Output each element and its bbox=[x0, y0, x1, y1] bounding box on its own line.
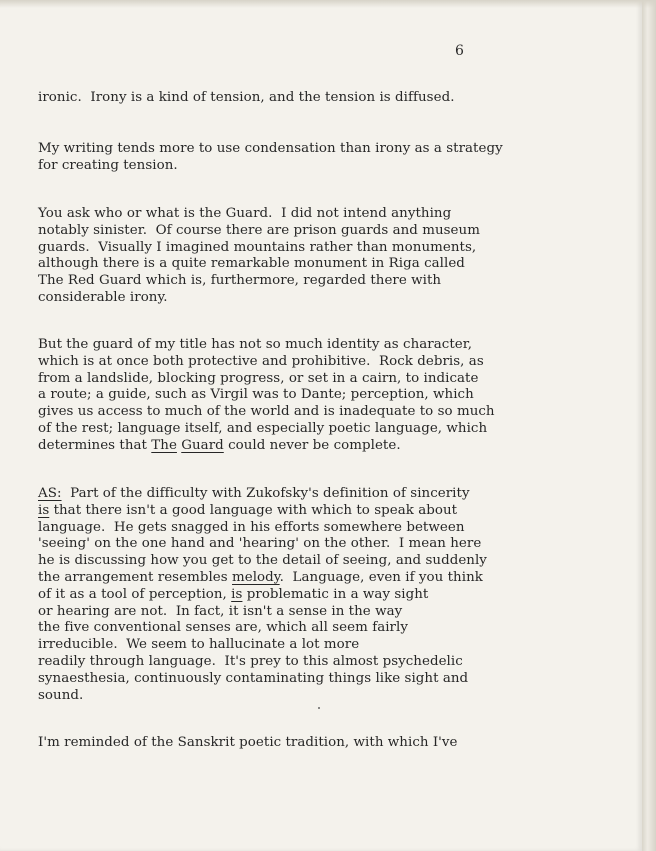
text-line: synaesthesia, continuously contaminating things like sight and bbox=[38, 670, 469, 686]
text-segment: could never be complete. bbox=[223, 437, 401, 453]
text-line: the five conventional senses are, which all seem fairly bbox=[38, 620, 408, 636]
text-line: for creating tension. bbox=[38, 157, 178, 173]
text-line bbox=[38, 438, 618, 455]
text-line: he is discussing how you get to the detail of seeing, and suddenly bbox=[38, 553, 487, 569]
paragraph-6 bbox=[38, 735, 618, 752]
text-segment: determines that bbox=[38, 437, 152, 453]
paragraph-5 bbox=[38, 486, 618, 704]
book-title-word: The bbox=[151, 437, 177, 453]
speaker-label: AS: bbox=[38, 486, 62, 501]
text-line bbox=[38, 486, 618, 503]
text-segment: of it as a tool of perception, bbox=[38, 586, 232, 602]
page-top-edge bbox=[0, 0, 656, 8]
text-line: You ask who or what is the Guard. I did not intend anything bbox=[38, 206, 452, 221]
underlined-word: is bbox=[231, 586, 243, 602]
text-line: guards. Visually I imagined mountains rather than monuments, bbox=[38, 239, 477, 255]
underlined-word: melody bbox=[232, 569, 280, 585]
text-line: sound. bbox=[38, 687, 84, 703]
text-line: although there is a quite remarkable monument in Riga called bbox=[38, 256, 465, 272]
text-line bbox=[38, 570, 618, 587]
text-line: or hearing are not. In fact, it isn't a sense in the way bbox=[38, 603, 403, 619]
paragraph-4 bbox=[38, 337, 618, 455]
paragraph-3 bbox=[38, 206, 618, 307]
ink-speck bbox=[318, 707, 320, 709]
text-line: which is at once both protective and prohibitive. Rock debris, as bbox=[38, 353, 484, 369]
page-edge bbox=[642, 0, 656, 851]
text-line: a route; a guide, such as Virgil was to Dante; perception, which bbox=[38, 387, 474, 403]
text-line bbox=[38, 587, 618, 604]
text-line: of the rest; language itself, and especially poetic language, which bbox=[38, 420, 488, 436]
text-line: irreducible. We seem to hallucinate a lot more bbox=[38, 637, 360, 653]
text-line: But the guard of my title has not so much identity as character, bbox=[38, 337, 473, 352]
text-line: considerable irony. bbox=[38, 289, 168, 305]
text-line: language. He gets snagged in his efforts somewhere between bbox=[38, 519, 465, 535]
text-segment: the arrangement resembles bbox=[38, 569, 232, 585]
paragraph-2 bbox=[38, 141, 618, 175]
page-number: 6 bbox=[455, 43, 464, 59]
text-line: readily through language. It's prey to this almost psychedelic bbox=[38, 653, 463, 669]
text-line: from a landslide, blocking progress, or set in a cairn, to indicate bbox=[38, 370, 479, 386]
text-line: 'seeing' on the one hand and 'hearing' on the other. I mean here bbox=[38, 536, 482, 552]
text-segment: Part of the difficulty with Zukofsky's definition of sincerity bbox=[61, 486, 470, 501]
text-segment: . Language, even if you think bbox=[279, 569, 483, 585]
text-line: I'm reminded of the Sanskrit poetic tradition, with which I've bbox=[38, 735, 458, 750]
text-line: The Red Guard which is, furthermore, regarded there with bbox=[38, 273, 442, 289]
text-segment: problematic in a way sight bbox=[242, 586, 429, 602]
text-line: notably sinister. Of course there are prison guards and museum bbox=[38, 222, 480, 238]
paragraph-1 bbox=[38, 90, 618, 107]
text-segment: that there isn't a good language with which to speak about bbox=[49, 502, 458, 518]
text-line: gives us access to much of the world and is inadequate to so much bbox=[38, 404, 495, 420]
text-line: ironic. Irony is a kind of tension, and the tension is diffused. bbox=[38, 90, 455, 105]
underlined-word: is bbox=[38, 502, 50, 518]
text-line: My writing tends more to use condensation than irony as a strategy bbox=[38, 141, 503, 156]
text-line bbox=[38, 503, 618, 520]
book-title-word: Guard bbox=[181, 437, 224, 453]
